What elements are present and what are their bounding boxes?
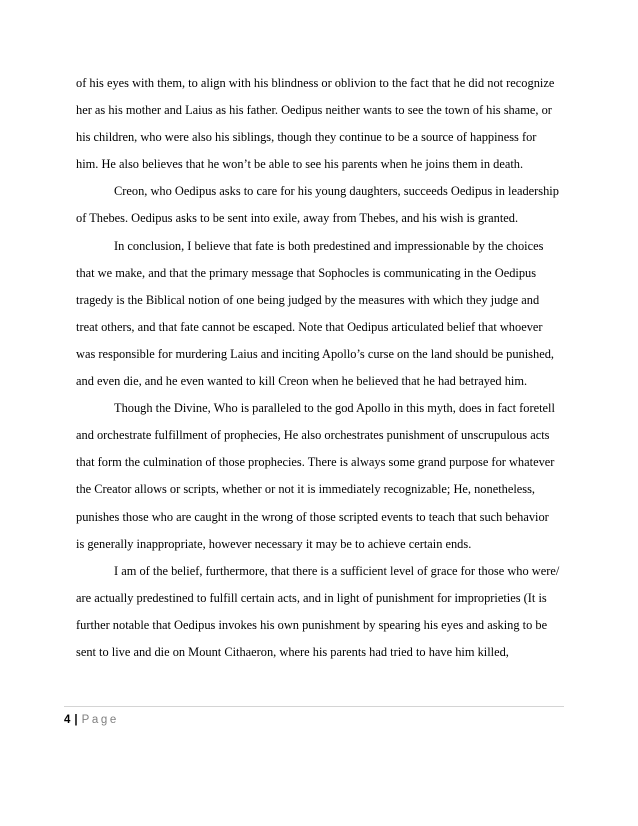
text-line: tragedy is the Biblical notion of one being judged by the measures with which they judge and <box>76 292 540 307</box>
page-number: 4 <box>64 714 71 726</box>
text-line: of his eyes with them, to align with his blindness or oblivion to the fact that he did not recognize <box>76 76 555 90</box>
text-line: sent to live and die on Mount Cithaeron, where his parents had tried to have him killed, <box>76 644 509 659</box>
text-line: treat others, and that fate cannot be escaped. Note that Oedipus articulated belief that whoever <box>76 319 543 334</box>
page-separator: | <box>74 714 78 726</box>
text-line: Though the Divine, Who is paralleled to the god Apollo in this myth, does in fact foretell <box>114 401 555 416</box>
text-line: of Thebes. Oedipus asks to be sent into exile, away from Thebes, and his wish is granted. <box>76 211 519 226</box>
page-number-label <box>64 713 564 727</box>
text-line: and even die, and he even wanted to kill Creon when he believed that he had betrayed him. <box>76 374 528 389</box>
text-line: that we make, and that the primary message that Sophocles is communicating in the Oedipus <box>76 265 537 280</box>
text-line: I am of the belief, furthermore, that there is a sufficient level of grace for those who were/ <box>114 563 560 578</box>
text-line: him. He also believes that he won’t be able to see his parents when he joins them in death. <box>76 157 524 172</box>
page-word: Page <box>81 714 119 726</box>
text-line: are actually predestined to fulfill certain acts, and in light of punishment for improprieties (It is <box>76 590 547 605</box>
text-line: his children, who were also his siblings, though they continue to be a source of happiness for <box>76 130 537 145</box>
text-line: was responsible for murdering Laius and inciting Apollo’s curse on the land should be punished, <box>76 346 554 361</box>
page-footer <box>64 706 564 727</box>
text-line: that form the culmination of those prophecies. There is always some grand purpose for whatever <box>76 455 555 470</box>
text-line: further notable that Oedipus invokes his own punishment by spearing his eyes and asking to be <box>76 617 548 632</box>
text-line: the Creator allows or scripts, whether or not it is immediately recognizable; He, nonetheless, <box>76 482 536 497</box>
text-line: Creon, who Oedipus asks to care for his young daughters, succeeds Oedipus in leadership <box>114 184 559 199</box>
text-line: is generally inappropriate, however necessary it may be to achieve certain ends. <box>76 536 472 551</box>
text-line: and orchestrate fulfillment of prophecies, He also orchestrates punishment of unscrupulous acts <box>76 428 550 443</box>
text-line: In conclusion, I believe that fate is both predestined and impressionable by the choices <box>114 238 544 253</box>
body-text <box>76 70 576 666</box>
text-line: her as his mother and Laius as his father. Oedipus neither wants to see the town of his shame, or <box>76 103 552 118</box>
footer-divider <box>64 706 564 707</box>
text-line: punishes those who are caught in the wrong of those scripted events to teach that such behavior <box>76 509 549 524</box>
